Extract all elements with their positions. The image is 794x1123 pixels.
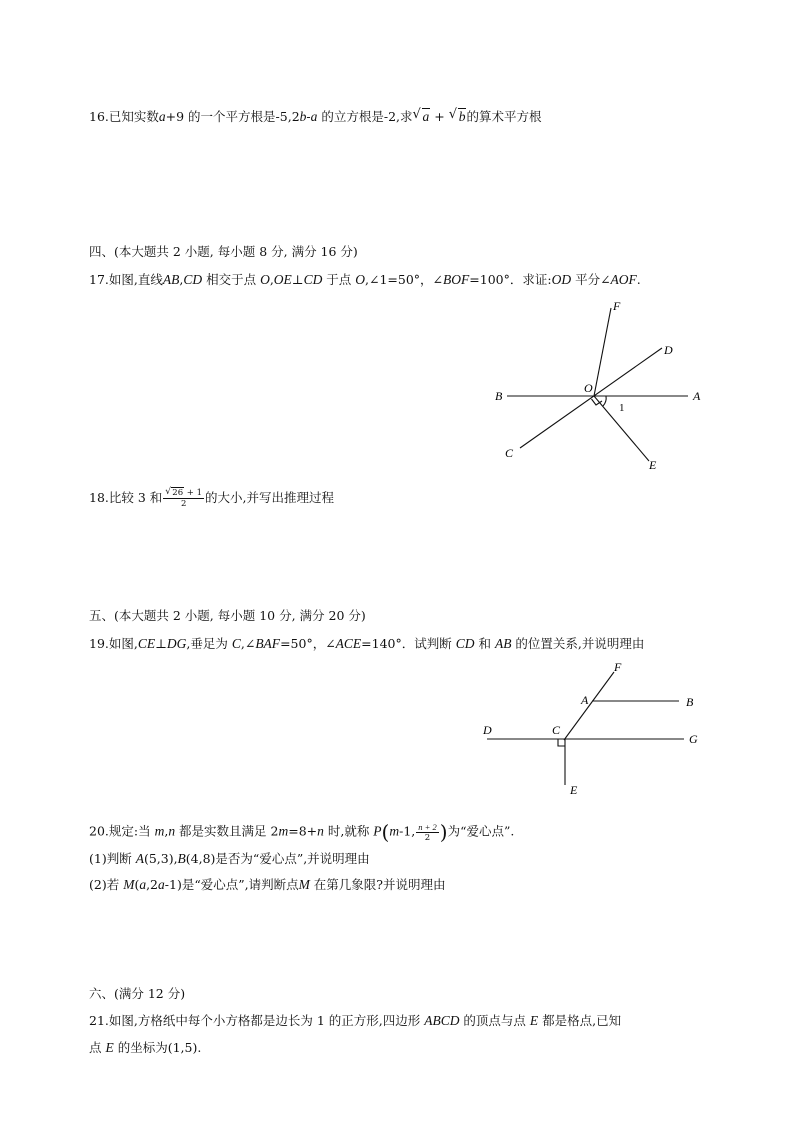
q19-cd: CD — [455, 636, 475, 651]
q20-p2-text-a: (2)若 — [89, 877, 124, 892]
q19-text-1: 19.如图, — [89, 636, 138, 651]
q20-p2-text-e: 在第几象限?并说明理由 — [309, 877, 446, 892]
q16-plus: + — [430, 109, 449, 124]
q18-num-rest: + 1 — [184, 488, 203, 498]
q21-text-2b: 的坐标为(1,5). — [113, 1040, 202, 1055]
q20-rparen: ) — [439, 820, 448, 844]
q17-label-f: F — [613, 299, 621, 313]
q16-sqrt-b: √ b — [448, 107, 466, 124]
question-20 — [89, 820, 514, 844]
section-6-heading: 六、(满分 12 分) — [89, 986, 186, 1001]
q21-e: E — [529, 1013, 539, 1028]
q16-text-suffix: 的算术平方根 — [466, 109, 542, 124]
q20-fraction — [416, 822, 439, 843]
q20-text-6: 为“爱心点”. — [447, 823, 515, 839]
q21-e2: E — [105, 1040, 114, 1055]
q20-m2: m — [278, 823, 289, 839]
q17-ray-oe — [594, 396, 649, 461]
q19-ace: ACE — [335, 636, 362, 651]
q20-text-4: 时,就称 — [323, 823, 374, 839]
q17-o2: O — [355, 272, 366, 287]
q16-var-b: b — [299, 109, 307, 124]
q19-ce: CE — [137, 636, 156, 651]
q19-label-e: E — [570, 783, 578, 797]
q17-label-a: A — [693, 389, 701, 403]
q17-angle-1-arc — [603, 396, 606, 406]
q20-p2-text-b: ( — [134, 877, 140, 892]
q20-text-5: -1, — [399, 823, 416, 839]
q17-label-1: 1 — [619, 402, 625, 414]
q18-text-suffix: 的大小,并写出推理过程 — [205, 490, 335, 505]
q19-label-d: D — [483, 723, 492, 737]
q20-frac-num: n + 2 — [418, 821, 437, 832]
q17-label-o: O — [584, 381, 593, 395]
q19-text-2: ,垂足为 — [186, 636, 232, 651]
q16-text-mid2: 的立方根是-2,求 — [317, 109, 413, 124]
q21-text-2a: 点 — [89, 1040, 106, 1055]
question-21-line-2 — [89, 1038, 201, 1056]
q19-text-5: =140°．试判断 — [361, 636, 456, 651]
q17-od: OD — [551, 272, 572, 287]
q21-text-1c: 都是格点,已知 — [538, 1013, 622, 1028]
q18-radicand: 26 — [172, 488, 184, 498]
q17-ab: AB — [162, 272, 180, 287]
q17-text-1: 17.如图,直线 — [89, 272, 163, 287]
q16-var-a2: a — [310, 109, 318, 124]
q16-var-a: a — [158, 109, 166, 124]
q17-label-b: B — [495, 389, 503, 403]
q19-baf: BAF — [255, 636, 281, 651]
q16-radicand-b: b — [458, 109, 466, 124]
question-18 — [89, 488, 334, 509]
question-20-part-2 — [89, 875, 446, 893]
q17-label-d: D — [664, 343, 673, 357]
question-17 — [89, 270, 641, 288]
q19-label-b: B — [686, 695, 694, 709]
q20-p2-text-c: ,2 — [146, 877, 159, 892]
q19-label-a: A — [581, 693, 589, 707]
q20-m3: m — [389, 823, 400, 839]
question-19 — [89, 634, 644, 652]
q17-cd2: CD — [303, 272, 323, 287]
q17-ray-of — [594, 308, 611, 396]
q17-text-4: ,∠1=50°，∠ — [365, 272, 444, 287]
q20-text-2: 都是实数且满足 2 — [175, 823, 279, 839]
q19-line-cf — [564, 672, 614, 740]
section-5-heading: 五、(本大题共 2 小题, 每小题 10 分, 满分 20 分) — [89, 608, 366, 623]
q19-label-g: G — [689, 732, 698, 746]
q20-point-a: A — [135, 851, 144, 866]
question-20-part-1 — [89, 849, 370, 867]
section-4-heading: 四、(本大题共 2 小题, 每小题 8 分, 满分 16 分) — [89, 244, 358, 259]
q20-frac-den: 2 — [424, 832, 431, 843]
q16-text-mid1: +9 的一个平方根是-5,2 — [165, 109, 300, 124]
question-21-line-1 — [89, 1011, 621, 1029]
q19-label-c: C — [552, 723, 561, 737]
q21-text-1a: 21.如图,方格纸中每个小方格都是边长为 1 的正方形,四边形 — [89, 1013, 425, 1028]
q16-minus: - — [306, 109, 311, 124]
q20-point-b: B — [177, 851, 186, 866]
q17-perp: ⊥ — [291, 272, 304, 287]
q19-text-6: 和 — [474, 636, 495, 651]
q19-label-f: F — [614, 660, 622, 674]
q17-comma2: , — [269, 272, 274, 287]
q16-radicand-a: a — [422, 109, 430, 124]
q20-var-a2: a — [158, 877, 165, 892]
q20-m: m — [154, 823, 165, 839]
q20-p1-text-b: (5,3), — [143, 851, 178, 866]
q20-var-a: a — [139, 877, 147, 892]
q16-sqrt-a: √ a — [412, 107, 430, 124]
q19-text-3: ,∠ — [240, 636, 256, 651]
q20-lparen: ( — [381, 820, 390, 844]
q17-text-7: . — [636, 272, 641, 287]
q19-perp: ⊥ — [155, 636, 167, 651]
q20-p1-text-a: (1)判断 — [89, 851, 136, 866]
q20-point-m2: M — [298, 877, 310, 892]
q18-text-prefix: 18.比较 3 和 — [89, 490, 163, 505]
q17-label-e: E — [649, 458, 657, 472]
q20-n: n — [168, 823, 176, 839]
q19-ab: AB — [494, 636, 512, 651]
q17-label-c: C — [505, 446, 514, 460]
q20-n2: n — [317, 823, 324, 839]
q19-text-4: =50°，∠ — [280, 636, 336, 651]
q20-p: P — [373, 823, 382, 839]
q21-text-1b: 的顶点与点 — [459, 1013, 530, 1028]
q17-text-5: =100°．求证: — [469, 272, 552, 287]
q17-right-angle-mark — [592, 399, 603, 405]
q18-fraction: √ 26 + 1 2 — [165, 487, 203, 509]
q17-o: O — [260, 272, 270, 287]
q17-oe: OE — [273, 272, 292, 287]
q19-dg: DG — [166, 636, 187, 651]
q20-point-m: M — [123, 877, 135, 892]
q20-comma: , — [164, 823, 169, 839]
q17-comma1: , — [179, 272, 184, 287]
q20-text-1: 20.规定:当 — [89, 823, 155, 839]
q21-abcd: ABCD — [424, 1013, 460, 1028]
q18-denominator: 2 — [180, 499, 187, 509]
q20-p2-text-d: -1)是“爱心点”,请判断点 — [164, 877, 299, 892]
q17-aof: AOF — [610, 272, 637, 287]
q16-text-prefix: 16.已知实数 — [89, 109, 159, 124]
q17-text-3: 于点 — [322, 272, 356, 287]
q19-text-7: 的位置关系,并说明理由 — [511, 636, 645, 651]
q17-cd: CD — [183, 272, 203, 287]
q20-p1-text-c: (4,8)是否为“爱心点”,并说明理由 — [185, 851, 370, 866]
q17-bof: BOF — [443, 272, 470, 287]
q19-right-angle-mark — [558, 739, 565, 746]
q17-text-6: 平分∠ — [571, 272, 611, 287]
question-16 — [89, 107, 541, 125]
q19-c: C — [231, 636, 241, 651]
q20-text-3: =8+ — [288, 823, 318, 839]
q17-text-2: 相交于点 — [202, 272, 261, 287]
q17-line-cd — [520, 348, 662, 448]
